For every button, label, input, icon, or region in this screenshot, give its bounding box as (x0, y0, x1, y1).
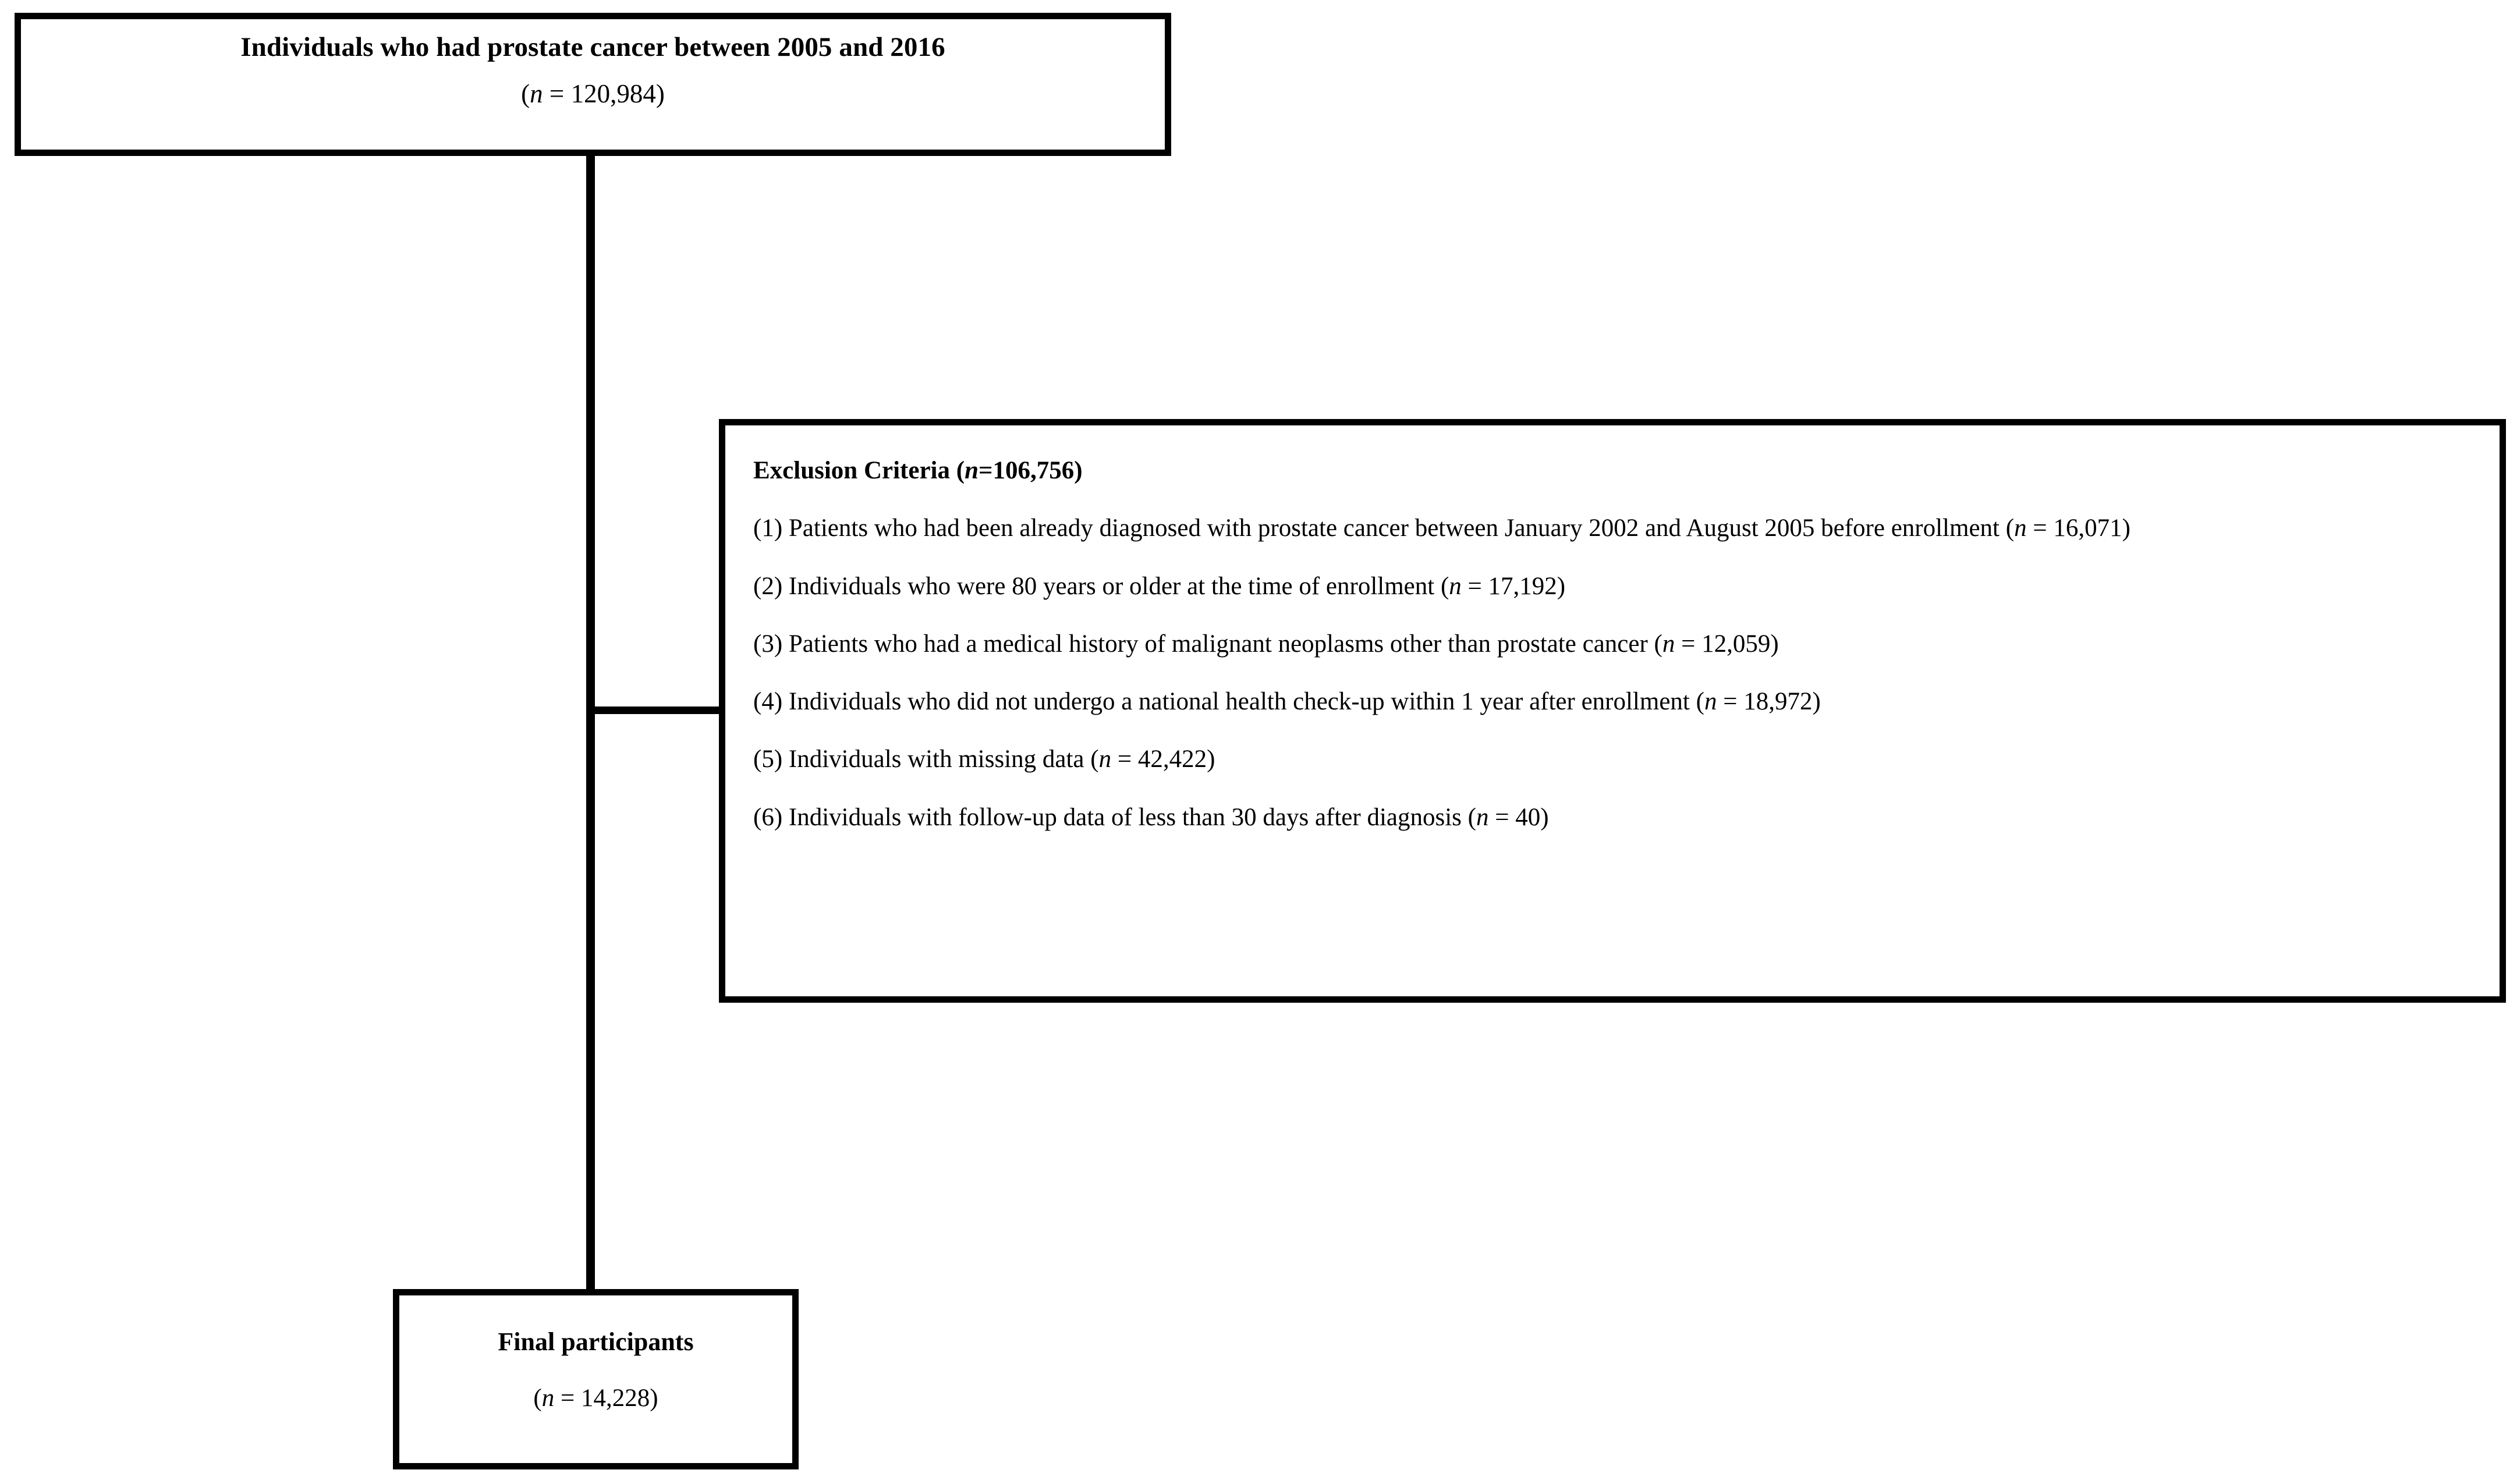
final-count-n-symbol: n (541, 1384, 555, 1412)
exclusion-criterion-3 (753, 630, 2484, 658)
criterion-3-number: (3) (753, 630, 783, 658)
criterion-3-text: Patients who had a medical history of malignant neoplasms other than prostate cancer (788, 630, 1648, 658)
criterion-6-paren-open: ( (1467, 803, 1476, 831)
exclusion-criterion-6 (753, 804, 2484, 831)
criterion-5-number: (5) (753, 745, 783, 773)
enrolled-count-equals: = (543, 79, 571, 108)
enrolled-population-count (21, 79, 1165, 108)
exclusion-heading-label: Exclusion Criteria ( (753, 457, 965, 484)
final-participants-box (393, 1289, 799, 1469)
criterion-5-value: 42,422 (1137, 745, 1207, 773)
criterion-6-value: 40 (1515, 803, 1541, 831)
criterion-5-text: Individuals with missing data (788, 745, 1084, 773)
criterion-3-paren-close: ) (1770, 630, 1779, 658)
criterion-1-paren-close: ) (2122, 514, 2130, 542)
enrolled-count-paren-close: ) (655, 79, 665, 108)
criterion-5-n-symbol: n (1098, 745, 1112, 773)
criterion-2-text: Individuals who were 80 years or older at the time of enrollment (788, 572, 1435, 600)
exclusion-heading-n-symbol: n (965, 457, 979, 484)
criterion-4-text: Individuals who did not undergo a national health check-up within 1 year after enrollment (788, 688, 1690, 716)
final-participants-title: Final participants (498, 1327, 694, 1356)
criterion-4-equals: = (1717, 688, 1744, 716)
criterion-6-paren-close: ) (1540, 803, 1549, 831)
criterion-5-paren-open: ( (1090, 745, 1099, 773)
criterion-2-value: 17,192 (1488, 572, 1557, 600)
criterion-1-paren-open: ( (2005, 514, 2015, 542)
criterion-3-equals: = (1675, 630, 1702, 658)
exclusion-criteria-box (719, 419, 2506, 1003)
criterion-6-n-symbol: n (1476, 803, 1489, 831)
enrolled-count-n-symbol: n (530, 79, 543, 108)
criterion-3-n-symbol: n (1662, 630, 1675, 658)
criterion-3-paren-open: ( (1654, 630, 1662, 658)
criterion-2-equals: = (1461, 572, 1488, 600)
criterion-5-paren-close: ) (1207, 745, 1215, 773)
criterion-4-n-symbol: n (1704, 688, 1717, 716)
final-count-equals: = (554, 1384, 581, 1412)
connector-vertical-trunk (586, 156, 595, 1292)
enrolled-population-box (15, 13, 1171, 156)
criterion-1-n-symbol: n (2014, 514, 2027, 542)
criterion-1-equals: = (2026, 514, 2054, 542)
criterion-3-value: 12,059 (1701, 630, 1771, 658)
criterion-4-number: (4) (753, 688, 783, 716)
criterion-1-value: 16,071 (2053, 514, 2122, 542)
criterion-6-text: Individuals with follow-up data of less than 30 days after diagnosis (788, 803, 1462, 831)
criterion-2-paren-close: ) (1557, 572, 1566, 600)
final-count-paren-open: ( (533, 1384, 542, 1412)
exclusion-criterion-2 (753, 573, 2484, 600)
connector-branch-to-exclusion (586, 707, 726, 714)
criterion-2-number: (2) (753, 572, 783, 600)
exclusion-heading-paren-close: ) (1074, 457, 1083, 484)
enrolled-population-title: Individuals who had prostate cancer between 2005 and 2016 (240, 32, 945, 62)
exclusion-criterion-5 (753, 745, 2484, 773)
criterion-4-paren-close: ) (1812, 688, 1821, 716)
exclusion-criterion-1 (753, 514, 2484, 542)
exclusion-criterion-4 (753, 688, 2484, 715)
criterion-2-n-symbol: n (1449, 572, 1462, 600)
enrolled-count-value: 120,984 (570, 79, 656, 108)
criterion-4-paren-open: ( (1696, 688, 1704, 716)
final-participants-count (399, 1384, 792, 1412)
final-count-value: 14,228 (581, 1384, 650, 1412)
criterion-4-value: 18,972 (1743, 688, 1813, 716)
enrolled-count-paren-open: ( (521, 79, 530, 108)
criterion-5-equals: = (1111, 745, 1138, 773)
final-count-paren-close: ) (650, 1384, 658, 1412)
criterion-6-number: (6) (753, 803, 783, 831)
criterion-1-text: Patients who had been already diagnosed with prostate cancer between January 2002 and August 2005 before enrollment (788, 514, 2000, 542)
criterion-6-equals: = (1488, 803, 1516, 831)
exclusion-criteria-heading (753, 457, 2484, 484)
criterion-1-number: (1) (753, 514, 783, 542)
exclusion-heading-value: 106,756 (992, 457, 1075, 484)
criterion-2-paren-open: ( (1440, 572, 1449, 600)
exclusion-heading-equals: = (979, 457, 993, 484)
